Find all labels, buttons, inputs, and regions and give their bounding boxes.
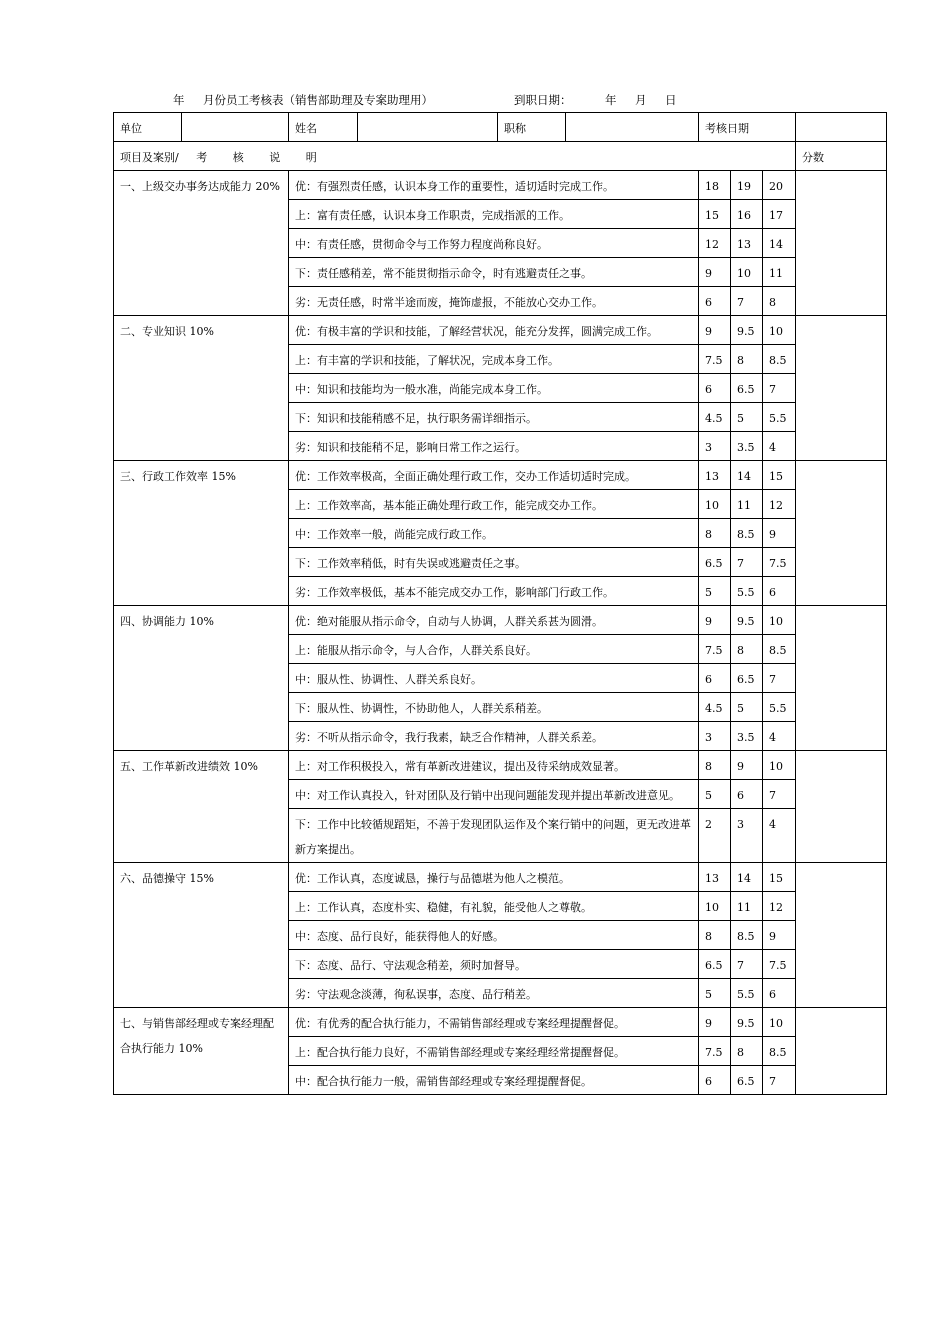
score-option-3: 10 xyxy=(763,1008,796,1037)
score-option-1: 6 xyxy=(699,287,731,316)
score-option-2: 11 xyxy=(731,892,763,921)
score-option-3: 8.5 xyxy=(763,345,796,374)
score-option-1: 6 xyxy=(699,1066,731,1095)
criteria-row xyxy=(114,316,887,345)
score-option-1: 3 xyxy=(699,432,731,461)
score-option-2: 8 xyxy=(731,635,763,664)
score-option-2: 16 xyxy=(731,200,763,229)
criteria-description: 下：工作中比较循规蹈矩，不善于发现团队运作及个案行销中的问题，更无改进革新方案提出。 xyxy=(289,809,699,863)
score-option-1: 5 xyxy=(699,979,731,1008)
criteria-description: 优：绝对能服从指示命令，自动与人协调，人群关系甚为圆滑。 xyxy=(289,606,699,635)
hire-date-month: 月 xyxy=(635,93,647,107)
criteria-description: 优：有极丰富的学识和技能，了解经营状况，能充分发挥，圆满完成工作。 xyxy=(289,316,699,345)
criteria-description: 优：有强烈责任感，认识本身工作的重要性，适切适时完成工作。 xyxy=(289,171,699,200)
score-option-3: 4 xyxy=(763,722,796,751)
score-option-3: 5.5 xyxy=(763,693,796,722)
criteria-description: 劣：知识和技能稍不足，影响日常工作之运行。 xyxy=(289,432,699,461)
criteria-description: 劣：无责任感，时常半途而废，掩饰虚报，不能放心交办工作。 xyxy=(289,287,699,316)
score-option-2: 7 xyxy=(731,548,763,577)
criteria-description: 上：能服从指示命令，与人合作，人群关系良好。 xyxy=(289,635,699,664)
score-option-2: 9.5 xyxy=(731,1008,763,1037)
score-option-1: 13 xyxy=(699,461,731,490)
score-option-3: 7 xyxy=(763,374,796,403)
score-option-3: 15 xyxy=(763,863,796,892)
name-field[interactable] xyxy=(358,113,498,142)
score-option-1: 7.5 xyxy=(699,1037,731,1066)
title-year-label: 年 xyxy=(173,93,185,107)
unit-field[interactable] xyxy=(182,113,289,142)
score-option-3: 10 xyxy=(763,751,796,780)
criteria-description: 劣：守法观念淡薄，徇私误事，态度、品行稍差。 xyxy=(289,979,699,1008)
score-option-3: 7.5 xyxy=(763,950,796,979)
score-option-3: 8 xyxy=(763,287,796,316)
criteria-description: 下：工作效率稍低，时有失误或逃避责任之事。 xyxy=(289,548,699,577)
score-option-1: 6 xyxy=(699,374,731,403)
score-option-1: 18 xyxy=(699,171,731,200)
score-option-1: 3 xyxy=(699,722,731,751)
score-option-2: 13 xyxy=(731,229,763,258)
score-option-1: 9 xyxy=(699,606,731,635)
criteria-description: 优：工作效率极高，全面正确处理行政工作，交办工作适切适时完成。 xyxy=(289,461,699,490)
criteria-description: 下：知识和技能稍感不足，执行职务需详细指示。 xyxy=(289,403,699,432)
score-option-2: 3 xyxy=(731,809,763,863)
section-title: 七、与销售部经理或专案经理配合执行能力 10% xyxy=(114,1008,289,1095)
section-score-field[interactable] xyxy=(796,171,887,316)
score-option-2: 19 xyxy=(731,171,763,200)
hire-date-day: 日 xyxy=(665,93,677,107)
score-option-2: 10 xyxy=(731,258,763,287)
score-option-3: 7.5 xyxy=(763,548,796,577)
score-option-1: 9 xyxy=(699,316,731,345)
score-option-1: 10 xyxy=(699,490,731,519)
score-option-2: 5 xyxy=(731,403,763,432)
criteria-description: 上：工作认真，态度朴实、稳健，有礼貌，能受他人之尊敬。 xyxy=(289,892,699,921)
criteria-row xyxy=(114,751,887,780)
criteria-description: 下：责任感稍差，常不能贯彻指示命令，时有逃避责任之事。 xyxy=(289,258,699,287)
score-option-1: 13 xyxy=(699,863,731,892)
section-title: 四、协调能力 10% xyxy=(114,606,289,751)
score-option-2: 3.5 xyxy=(731,432,763,461)
position-label: 职称 xyxy=(498,113,566,142)
criteria-row xyxy=(114,863,887,892)
review-date-field[interactable] xyxy=(796,113,887,142)
score-option-3: 12 xyxy=(763,490,796,519)
criteria-description: 上：有丰富的学识和技能，了解状况，完成本身工作。 xyxy=(289,345,699,374)
score-option-3: 10 xyxy=(763,316,796,345)
section-title: 三、行政工作效率 15% xyxy=(114,461,289,606)
name-label: 姓名 xyxy=(289,113,358,142)
criteria-description: 中：知识和技能均为一般水准，尚能完成本身工作。 xyxy=(289,374,699,403)
criteria-description: 中：对工作认真投入，针对团队及行销中出现问题能发现并提出革新改进意见。 xyxy=(289,780,699,809)
score-option-3: 6 xyxy=(763,577,796,606)
section-title: 六、品德操守 15% xyxy=(114,863,289,1008)
score-option-3: 9 xyxy=(763,921,796,950)
item-header: 项目及案别/ xyxy=(120,151,179,164)
criteria-description: 中：态度、品行良好，能获得他人的好感。 xyxy=(289,921,699,950)
section-score-field[interactable] xyxy=(796,316,887,461)
score-option-3: 14 xyxy=(763,229,796,258)
section-score-field[interactable] xyxy=(796,606,887,751)
score-option-1: 5 xyxy=(699,577,731,606)
criteria-row xyxy=(114,1008,887,1037)
position-field[interactable] xyxy=(566,113,699,142)
score-option-1: 9 xyxy=(699,258,731,287)
criteria-row xyxy=(114,606,887,635)
score-option-1: 15 xyxy=(699,200,731,229)
evaluation-table xyxy=(113,112,887,1095)
score-option-3: 17 xyxy=(763,200,796,229)
criteria-row xyxy=(114,171,887,200)
section-title: 一、上级交办事务达成能力 20% xyxy=(114,171,289,316)
unit-label: 单位 xyxy=(114,113,182,142)
score-option-2: 8.5 xyxy=(731,519,763,548)
criteria-description: 上：富有责任感，认识本身工作职责，完成指派的工作。 xyxy=(289,200,699,229)
section-score-field[interactable] xyxy=(796,461,887,606)
score-option-1: 7.5 xyxy=(699,635,731,664)
form-title-line xyxy=(113,92,886,110)
criteria-description: 中：有责任感，贯彻命令与工作努力程度尚称良好。 xyxy=(289,229,699,258)
score-option-3: 8.5 xyxy=(763,1037,796,1066)
score-header: 分数 xyxy=(796,142,887,171)
score-option-1: 9 xyxy=(699,1008,731,1037)
score-option-3: 10 xyxy=(763,606,796,635)
score-option-2: 9.5 xyxy=(731,316,763,345)
section-score-field[interactable] xyxy=(796,751,887,863)
score-option-2: 5 xyxy=(731,693,763,722)
criteria-description: 上：工作效率高，基本能正确处理行政工作，能完成交办工作。 xyxy=(289,490,699,519)
criteria-description: 劣：工作效率极低，基本不能完成交办工作，影响部门行政工作。 xyxy=(289,577,699,606)
score-option-2: 8 xyxy=(731,345,763,374)
criteria-description: 中：服从性、协调性、人群关系良好。 xyxy=(289,664,699,693)
score-option-2: 5.5 xyxy=(731,979,763,1008)
score-option-3: 4 xyxy=(763,809,796,863)
item-desc-header xyxy=(114,142,796,171)
score-option-3: 5.5 xyxy=(763,403,796,432)
criteria-description: 中：工作效率一般，尚能完成行政工作。 xyxy=(289,519,699,548)
review-date-label: 考核日期 xyxy=(699,113,796,142)
score-option-3: 7 xyxy=(763,664,796,693)
score-option-2: 7 xyxy=(731,950,763,979)
score-option-2: 6.5 xyxy=(731,664,763,693)
score-option-3: 15 xyxy=(763,461,796,490)
score-option-2: 6 xyxy=(731,780,763,809)
score-option-1: 4.5 xyxy=(699,693,731,722)
criteria-description: 下：态度、品行、守法观念稍差，须时加督导。 xyxy=(289,950,699,979)
score-option-2: 9.5 xyxy=(731,606,763,635)
hire-date-year: 年 xyxy=(605,93,617,107)
section-title: 五、工作革新改进绩效 10% xyxy=(114,751,289,863)
score-option-1: 12 xyxy=(699,229,731,258)
score-option-3: 9 xyxy=(763,519,796,548)
score-option-1: 8 xyxy=(699,921,731,950)
score-option-2: 8.5 xyxy=(731,921,763,950)
score-option-1: 6.5 xyxy=(699,548,731,577)
score-option-3: 11 xyxy=(763,258,796,287)
hire-date-label: 到职日期： xyxy=(514,93,572,107)
score-option-3: 12 xyxy=(763,892,796,921)
score-option-2: 9 xyxy=(731,751,763,780)
score-option-1: 6 xyxy=(699,664,731,693)
info-section xyxy=(114,113,887,171)
info-row xyxy=(114,113,887,142)
score-option-1: 10 xyxy=(699,892,731,921)
criteria-description: 下：服从性、协调性，不协助他人，人群关系稍差。 xyxy=(289,693,699,722)
section-title: 二、专业知识 10% xyxy=(114,316,289,461)
score-option-2: 14 xyxy=(731,461,763,490)
score-option-1: 5 xyxy=(699,780,731,809)
sections-body xyxy=(114,171,887,1095)
criteria-description: 优：有优秀的配合执行能力，不需销售部经理或专案经理提醒督促。 xyxy=(289,1008,699,1037)
form-title: 月份员工考核表（销售部助理及专案助理用） xyxy=(203,93,433,107)
score-option-2: 6.5 xyxy=(731,1066,763,1095)
score-option-1: 6.5 xyxy=(699,950,731,979)
desc-header: 考 核 说 明 xyxy=(196,151,328,164)
score-option-3: 7 xyxy=(763,780,796,809)
criteria-description: 劣：不听从指示命令，我行我素，缺乏合作精神，人群关系差。 xyxy=(289,722,699,751)
score-option-3: 6 xyxy=(763,979,796,1008)
section-score-field[interactable] xyxy=(796,863,887,1008)
column-header-row xyxy=(114,142,887,171)
score-option-3: 8.5 xyxy=(763,635,796,664)
score-option-1: 2 xyxy=(699,809,731,863)
score-option-2: 11 xyxy=(731,490,763,519)
score-option-1: 8 xyxy=(699,751,731,780)
score-option-1: 4.5 xyxy=(699,403,731,432)
score-option-1: 7.5 xyxy=(699,345,731,374)
score-option-2: 14 xyxy=(731,863,763,892)
section-score-field[interactable] xyxy=(796,1008,887,1095)
score-option-3: 20 xyxy=(763,171,796,200)
score-option-2: 3.5 xyxy=(731,722,763,751)
criteria-description: 中：配合执行能力一般，需销售部经理或专案经理提醒督促。 xyxy=(289,1066,699,1095)
criteria-description: 上：对工作积极投入，常有革新改进建议，提出及待采纳成效显著。 xyxy=(289,751,699,780)
score-option-3: 4 xyxy=(763,432,796,461)
score-option-2: 6.5 xyxy=(731,374,763,403)
score-option-2: 7 xyxy=(731,287,763,316)
criteria-description: 优：工作认真，态度诚恳，操行与品德堪为他人之模范。 xyxy=(289,863,699,892)
score-option-2: 8 xyxy=(731,1037,763,1066)
score-option-3: 7 xyxy=(763,1066,796,1095)
score-option-1: 8 xyxy=(699,519,731,548)
score-option-2: 5.5 xyxy=(731,577,763,606)
criteria-row xyxy=(114,461,887,490)
criteria-description: 上：配合执行能力良好，不需销售部经理或专案经理经常提醒督促。 xyxy=(289,1037,699,1066)
